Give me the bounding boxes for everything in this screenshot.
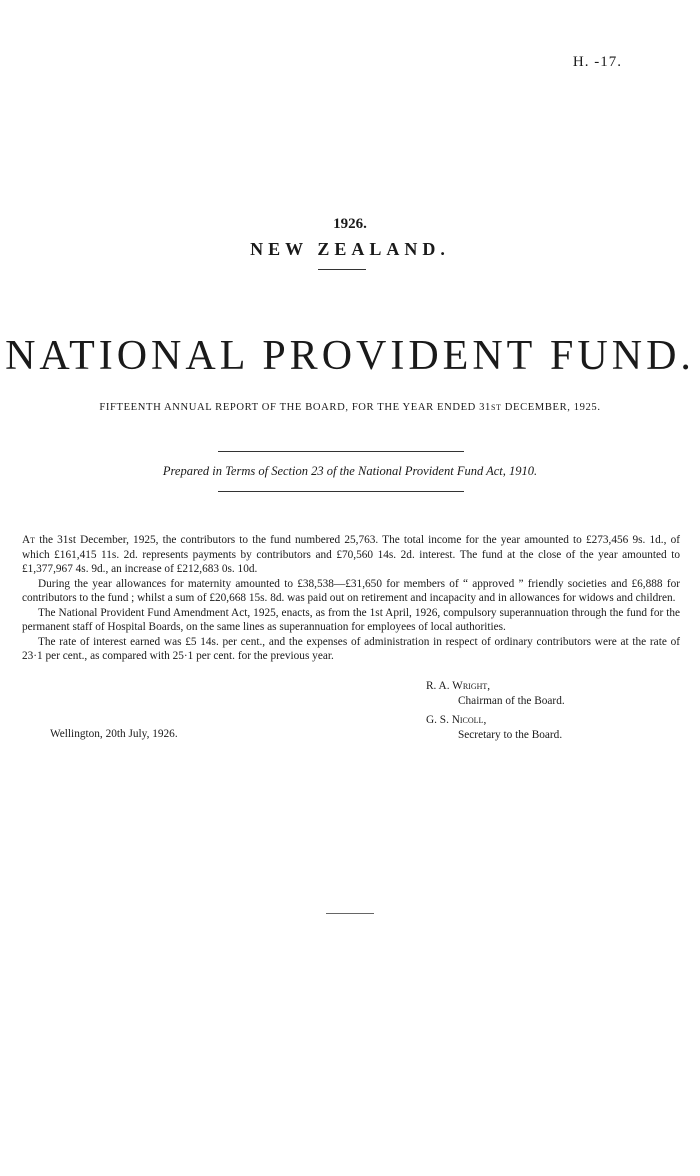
report-year: 1926. [333,216,367,232]
prepared-statement: Prepared in Terms of Section 23 of the National Provident Fund Act, 1910. [162,464,538,478]
place-date: Wellington, 20th July, 1926. [50,728,178,740]
subtitle-text: FIFTEENTH ANNUAL REPORT OF THE BOARD, FOR THE YEAR ENDED 31 [99,402,491,413]
divider-rule [218,451,464,452]
document-title: NATIONAL PROVIDENT FUND. [5,333,695,379]
footer-rule [326,913,374,914]
paragraph-3: The National Provident Fund Amendment Act, 1925, enacts, as from the 1st April, 1926, compulsory superannuation through the fund for the permanent staff of Hospital Boards, on the same lines as superannuation for employees of local authorities. [22,606,680,633]
divider-rule [218,491,464,492]
paragraph-4: The rate of interest earned was £5 14s. per cent., and the expenses of administration in respect of ordinary contributors were at the rate of 23·1 per cent., as compared with 25·1 per cent. for the previous year. [22,635,680,662]
paragraph-2: During the year allowances for maternity amounted to £38,538—£31,650 for members of “ approved ” friendly societies and £6,888 for contributors to the fund ; whilst a sum of £20,668 15s. 8d. was paid out on retirement and incapacity and in allowances for widows and children. [22,577,680,604]
divider-rule [318,269,366,270]
chairman-name: R. A. Wright, [426,680,491,692]
paragraph-lead: At [22,534,36,546]
paragraph-1-text: the 31st December, 1925, the contributors to the fund numbered 25,763. The total income for the year amounted to £273,456 9s. 1d., of which £161,415 11s. 2d. represents payments by contributors and £70,560 14s. 2d. interest. The fund at the close of the year amounted to £1,377,967 4s. 9d., an increase of £212,683 0s. 10d. [22,534,680,575]
report-subtitle [0,402,700,413]
subtitle-text-end: DECEMBER, 1925. [501,402,601,413]
country-heading: NEW ZEALAND. [250,239,450,259]
report-body [22,533,680,664]
page-reference: H. -17. [572,54,622,70]
secretary-title: Secretary to the Board. [458,729,563,741]
subtitle-ordinal: ST [490,403,502,412]
paragraph-1 [22,533,680,577]
chairman-title: Chairman of the Board. [458,695,565,707]
secretary-name: G. S. Nicoll, [426,714,487,726]
